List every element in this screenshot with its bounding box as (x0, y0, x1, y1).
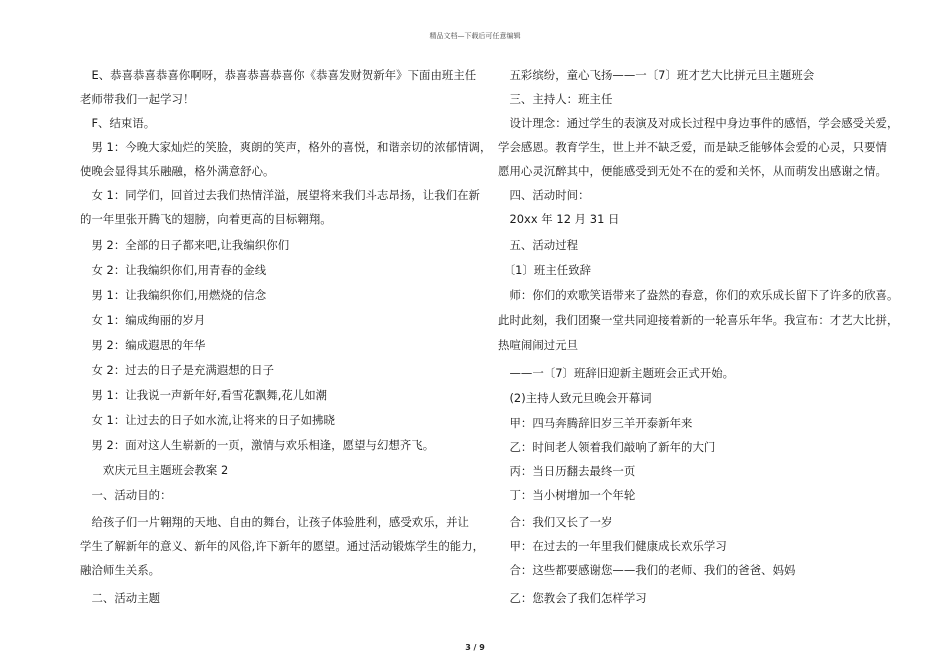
text-line: 愿用心灵沉醉其中，便能感受到无处不在的爱和关怀，从而萌发出感谢之情。 (498, 164, 887, 178)
text-line: 合：我们又长了一岁 (498, 515, 613, 529)
text-line: 女 2：过去的日子是充满遐想的日子 (80, 363, 275, 377)
text-line: 四、活动时间： (498, 188, 590, 202)
text-line: 甲：在过去的一年里我们健康成长欢乐学习 (498, 539, 727, 553)
text-line: 合：这些都要感谢您——我们的老师、我们的爸爸、妈妈 (498, 563, 796, 577)
text-line: 女 1：同学们，回首过去我们热情洋溢，展望将来我们斗志昂扬，让我们在新 (80, 188, 480, 202)
text-line: 一、活动目的： (80, 488, 172, 502)
text-line: 欢庆元旦主题班会教案 2 (80, 463, 229, 477)
text-line: 丙：当日历翻去最终一页 (498, 464, 636, 478)
text-line: 学会感恩。教育学生，世上并不缺乏爱，而是缺乏能够体会爱的心灵，只要情 (498, 140, 887, 154)
text-line: 女 2：让我编织你们,用青春的金线 (80, 263, 267, 277)
text-line: 男 1：让我编织你们,用燃烧的信念 (80, 288, 267, 302)
text-line: E、恭喜恭喜恭喜你啊呀，恭喜恭喜恭喜你《恭喜发财贺新年》下面由班主任 (80, 68, 477, 82)
page-header: 精品文档—下载后可任意编辑 (429, 32, 521, 40)
text-line: 使晚会显得其乐融融，格外满意舒心。 (80, 164, 275, 178)
text-line: 女 1：编成绚丽的岁月 (80, 313, 206, 327)
page-number: 3 / 9 (465, 643, 485, 652)
text-line: 男 2：面对这人生崭新的一页，激情与欢乐相逢，愿望与幻想齐飞。 (80, 438, 435, 452)
text-line: 此时此刻，我们团聚一堂共同迎接着新的一轮喜乐年华。我宣布：才艺大比拼， (498, 313, 899, 327)
text-line: 男 2：编成遐思的年华 (80, 338, 206, 352)
text-line: 男 2：全部的日子都来吧,让我编织你们 (80, 238, 290, 252)
text-line: 设计理念：通过学生的表演及对成长过程中身边事件的感悟，学会感受关爱， (498, 116, 899, 130)
text-line: 热喧闹闹过元旦 (498, 338, 579, 352)
text-line: 师：你们的欢歌笑语带来了盎然的春意，你们的欢乐成长留下了许多的欣喜。 (498, 288, 899, 302)
text-line: (2)主持人致元旦晚会开幕词 (498, 391, 652, 405)
text-line: 丁：当小树增加一个年轮 (498, 488, 636, 502)
text-line: 五彩缤纷，童心飞扬——一〔7〕班才艺大比拼元旦主题班会 (498, 68, 815, 82)
text-line: 男 1：让我说一声新年好,看雪花飘舞,花儿如潮 (80, 388, 328, 402)
text-line: 给孩子们一片翱翔的天地、自由的舞台，让孩子体验胜利，感受欢乐，并让 (80, 515, 469, 529)
text-line: 的一年里张开腾飞的翅膀，向着更高的目标翱翔。 (80, 212, 332, 226)
text-line: 乙：时间老人领着我们敲响了新年的大门 (498, 440, 716, 454)
text-line: 学生了解新年的意义、新年的风俗,许下新年的愿望。通过活动锻炼学生的能力， (80, 539, 485, 553)
text-line: 20xx 年 12 月 31 日 (498, 212, 620, 226)
text-line: F、结束语。 (80, 116, 156, 130)
text-line: 女 1：让过去的日子如水流,让将来的日子如拂晓 (80, 413, 335, 427)
text-line: 五、活动过程 (498, 238, 579, 252)
text-line: 二、活动主题 (80, 591, 161, 605)
text-line: 融洽师生关系。 (80, 563, 161, 577)
text-line: ——一〔7〕班辞旧迎新主题班会正式开始。 (498, 366, 735, 380)
text-line: 三、主持人：班主任 (498, 92, 613, 106)
text-line: 〔1〕班主任致辞 (498, 263, 592, 277)
text-line: 甲：四马奔腾辞旧岁三羊开泰新年来 (498, 416, 693, 430)
text-line: 老师带我们一起学习！ (80, 92, 195, 106)
text-line: 乙：您教会了我们怎样学习 (498, 591, 647, 605)
text-line: 男 1：今晚大家灿烂的笑脸，爽朗的笑声，格外的喜悦，和谐亲切的浓郁情调， (80, 140, 492, 154)
